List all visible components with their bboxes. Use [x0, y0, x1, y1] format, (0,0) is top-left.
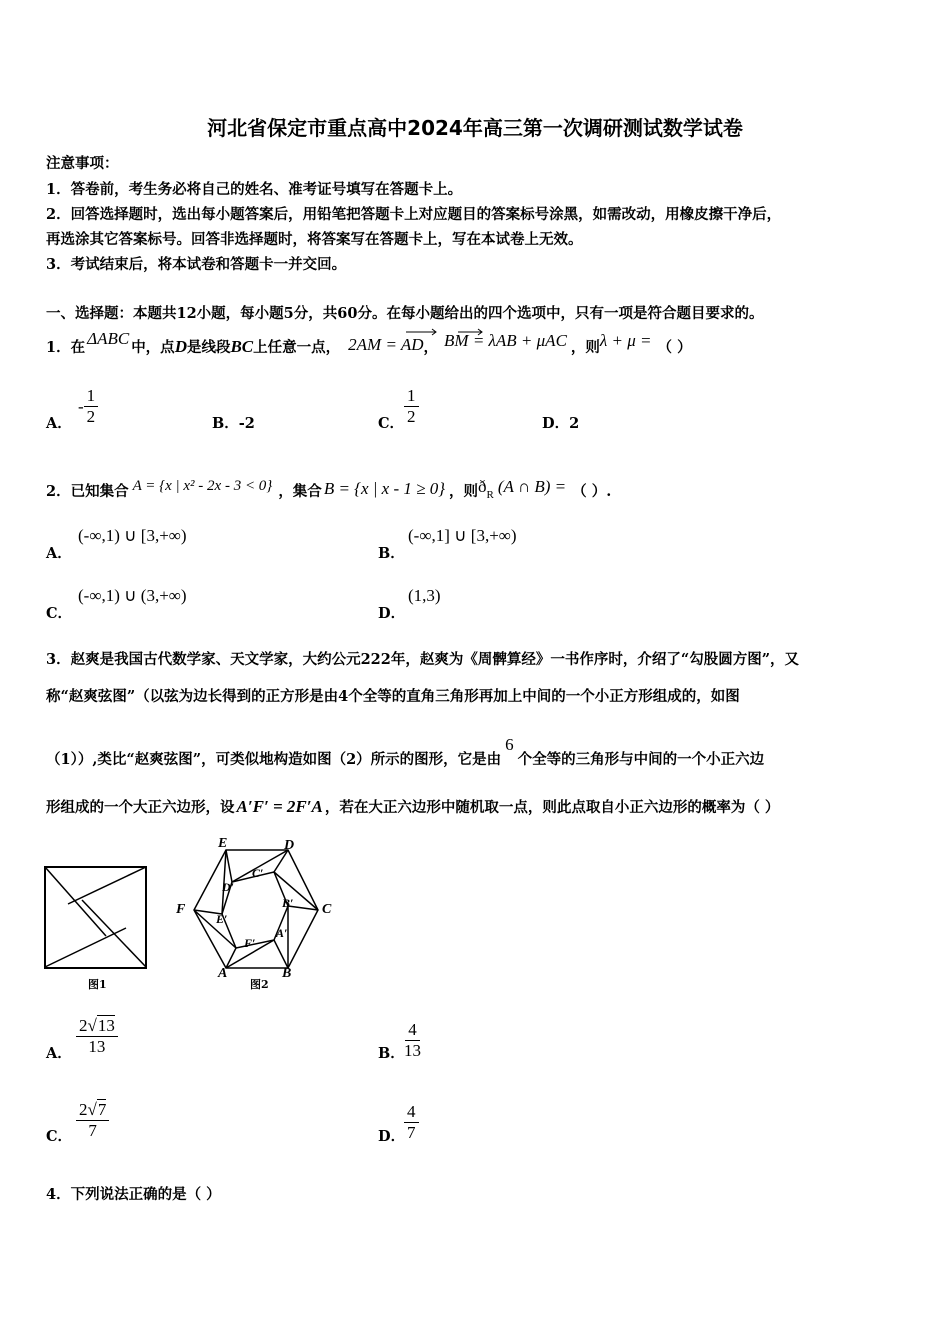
q3-option-c-label[interactable]: C．: [46, 1128, 73, 1145]
q3-option-b-value[interactable]: [404, 1020, 421, 1061]
fig2-label-d-prime: D′: [222, 880, 235, 894]
q1-triangle: ΔABC: [87, 329, 130, 348]
q1-mid3: 上任意一点，: [253, 339, 341, 356]
q3-line-4-math: A′F′ = 2F′A: [236, 797, 323, 816]
q2-expr: (A ∩ B) =: [497, 477, 567, 496]
q3-c-num: 2√7: [76, 1100, 109, 1121]
question-1: [46, 329, 692, 357]
q1-option-d[interactable]: D．2: [542, 415, 580, 432]
q1-vector-marks: [402, 326, 492, 338]
q1-option-c-value[interactable]: [404, 386, 419, 427]
q1-then: ，则: [570, 339, 600, 356]
fig2-label-b: B: [282, 966, 292, 981]
q3-d-fraction: [404, 1102, 419, 1143]
q3-option-c-value[interactable]: [76, 1100, 109, 1141]
q2-prefix: 2．已知集合: [46, 483, 129, 500]
figure-1-diagram: [44, 866, 148, 970]
notice-item-3: 3．考试结束后，将本试卷和答题卡一并交回。: [46, 256, 347, 273]
notice-heading: 注意事项：: [46, 155, 119, 172]
q2-option-a-label[interactable]: A．: [46, 545, 72, 562]
q1-option-a-value[interactable]: [78, 386, 98, 427]
figure-2-caption: 图2: [250, 978, 269, 991]
q1-eq1: 2AM = AD: [348, 335, 424, 354]
q2-paren: （ ）.: [572, 483, 612, 500]
notice-item-1: 1．答卷前，考生务必将自己的姓名、准考证号填写在答题卡上。: [46, 181, 463, 198]
fig2-label-b-prime: B′: [282, 896, 294, 910]
q2-option-d-label[interactable]: D．: [378, 605, 406, 622]
q1-option-a-label[interactable]: A．: [46, 415, 72, 432]
q1-prefix: 1．在: [46, 339, 86, 356]
notice-item-2b: 再选涂其它答案标号。回答非选择题时，将答案写在答题卡上，写在本试卷上无效。: [46, 231, 583, 248]
q3-line-3b: 个全等的三角形与中间的一个小正六边: [517, 751, 765, 768]
q3-a-den: 13: [88, 1037, 106, 1056]
q3-c-coef: 2: [79, 1100, 88, 1119]
figure-2-diagram: [176, 836, 346, 986]
q1-paren: （ ）: [657, 339, 692, 356]
q2-complement-sub: R: [486, 489, 494, 501]
fig2-label-c-prime: C′: [252, 866, 264, 880]
q3-a-coef: 2: [79, 1016, 88, 1035]
q3-b-fraction: [404, 1020, 421, 1061]
page-title: 河北省保定市重点高中2024年高三第一次调研测试数学试卷: [207, 116, 743, 140]
q3-line-4: [46, 796, 779, 817]
q3-option-d-value[interactable]: [404, 1102, 419, 1143]
q1-option-c-label[interactable]: C．: [378, 415, 405, 432]
q1-a-fraction: [84, 386, 99, 427]
q1-a-sign: -: [78, 396, 84, 416]
fig2-label-c: C: [322, 902, 332, 917]
q3-line-1: 3．赵爽是我国古代数学家、天文学家，大约公元222年，赵爽为《周髀算经》一书作序时，介绍了“勾股圆方图”，又: [46, 651, 800, 668]
fig2-label-a: A: [218, 966, 228, 981]
q1-eq2: BM = λAB + μAC: [444, 331, 567, 350]
q2-set-b: B = {x | x - 1 ≥ 0}: [323, 479, 446, 498]
fig2-label-f: F: [176, 902, 186, 917]
q3-line-2: 称“赵爽弦图”（以弦为边长得到的正方形是由4个全等的直角三角形再加上中间的一个小正方形组成的，如图: [46, 688, 740, 705]
q1-a-num: 1: [84, 386, 99, 407]
q1-c-fraction: [404, 386, 419, 427]
q3-six: 6: [505, 735, 514, 754]
fig2-label-f-prime: F′: [244, 936, 256, 950]
fig2-label-e-prime: E′: [216, 912, 228, 926]
section-heading: 一、选择题：本题共12小题，每小题5分，共60分。在每小题给出的四个选项中，只有一项是符合题目要求的。: [46, 305, 764, 322]
fig2-label-a-prime: A′: [276, 926, 288, 940]
q3-c-fraction: [76, 1100, 109, 1141]
q3-line-4a: 形组成的一个大正六边形，设: [46, 799, 235, 816]
q3-d-num: 4: [404, 1102, 419, 1123]
q3-option-d-label[interactable]: D．: [378, 1128, 406, 1145]
q3-option-a-label[interactable]: A．: [46, 1045, 72, 1062]
q1-eq3: λ + μ =: [599, 331, 652, 350]
q3-d-den: 7: [407, 1123, 416, 1142]
q2-option-d-value[interactable]: (1,3): [408, 586, 441, 605]
q1-mid2: 是线段: [186, 339, 231, 356]
q3-option-a-value[interactable]: [76, 1016, 118, 1057]
q1-option-b[interactable]: B．-2: [212, 415, 255, 432]
q3-line-4b: ，若在大正六边形中随机取一点，则此点取自小正六边形的概率为（ ）: [324, 799, 780, 816]
fig2-label-d: D: [284, 838, 295, 853]
q1-c-den: 2: [407, 407, 416, 426]
q2-option-a-value[interactable]: (-∞,1) ∪ [3,+∞): [78, 526, 187, 545]
q2-option-b-label[interactable]: B．: [378, 545, 405, 562]
question-4: 4．下列说法正确的是（ ）: [46, 1186, 221, 1203]
q2-mid: ，集合: [278, 483, 322, 500]
q2-then: ，则: [449, 483, 479, 500]
figure-1-caption: 图1: [88, 978, 107, 991]
q2-set-a: A = {x | x² - 2x - 3 < 0}: [132, 478, 273, 494]
q3-line-3a: （1））,类比“赵爽弦图”，可类似地构造如图（2）所示的图形，它是由: [46, 751, 502, 768]
q2-option-b-value[interactable]: (-∞,1] ∪ [3,+∞): [408, 526, 517, 545]
q2-complement: ð: [478, 477, 487, 496]
q1-point-d: D: [174, 337, 187, 356]
q3-line-3: [46, 735, 765, 769]
q3-c-rad: 7: [97, 1100, 107, 1119]
q3-a-fraction: [76, 1016, 118, 1057]
question-2: [46, 477, 612, 501]
q3-b-den: 13: [404, 1041, 421, 1060]
q2-option-c-label[interactable]: C．: [46, 605, 73, 622]
q2-option-c-value[interactable]: (-∞,1) ∪ (3,+∞): [78, 586, 187, 605]
q1-segment-bc: BC: [230, 337, 254, 356]
q1-comma: ，: [423, 339, 439, 356]
q1-a-den: 2: [86, 407, 96, 426]
fig2-label-e: E: [218, 836, 228, 851]
q3-a-num: 2√13: [76, 1016, 118, 1037]
q1-c-num: 1: [404, 386, 419, 407]
notice-item-2a: 2．回答选择题时，选出每小题答案后，用铅笔把答题卡上对应题目的答案标号涂黑，如需改动，用橡皮擦干净后，: [46, 206, 782, 223]
q3-option-b-label[interactable]: B．: [378, 1045, 405, 1062]
q3-a-rad: 13: [97, 1016, 115, 1035]
q1-mid: 中，点: [131, 339, 175, 356]
q3-b-num: 4: [405, 1020, 420, 1041]
q3-c-den: 7: [88, 1121, 97, 1140]
